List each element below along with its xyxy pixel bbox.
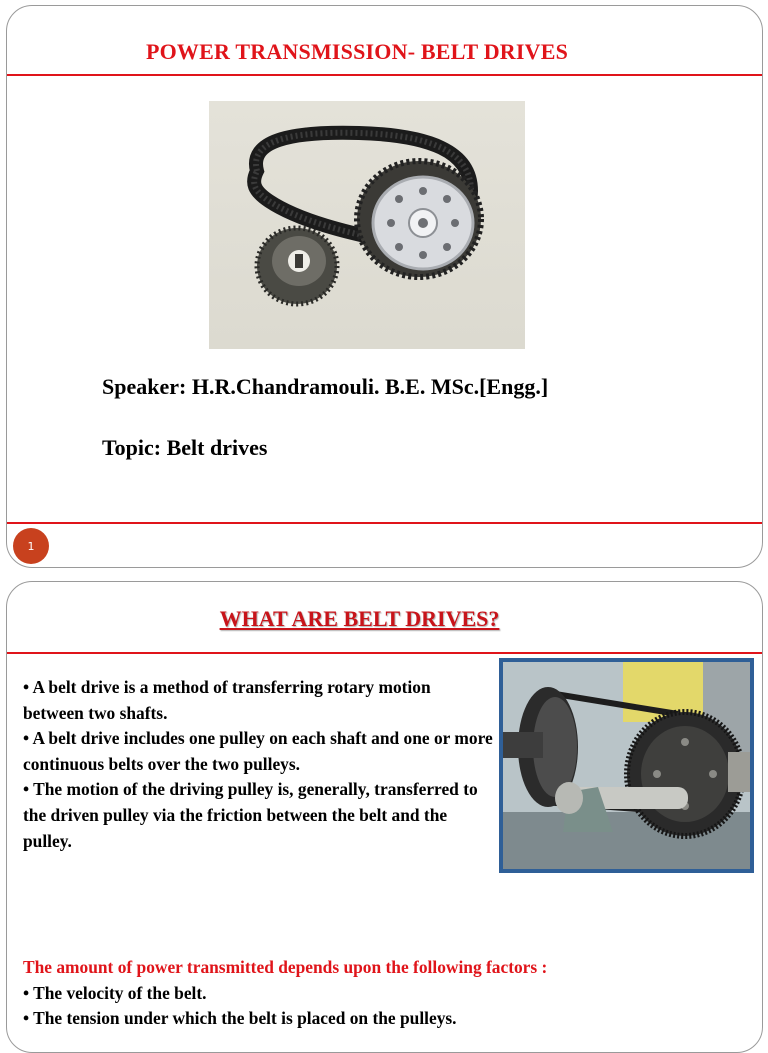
topic-line: Topic: Belt drives <box>102 435 268 460</box>
slide-2 <box>6 581 763 1053</box>
title-divider <box>6 652 763 654</box>
title-divider <box>6 74 763 76</box>
slide-1 <box>6 5 763 568</box>
belt-and-pulleys-photo <box>209 101 525 349</box>
speaker-line: Speaker: H.R.Chandramouli. B.E. MSc.[Engg.] <box>102 374 549 399</box>
footer-divider <box>6 522 763 524</box>
belt-drive-bullets <box>23 675 493 854</box>
bullet-item: • The motion of the driving pulley is, generally, transferred to the driven pulley via the friction between the belt and the pulley. <box>23 779 478 851</box>
bullet-item: • A belt drive is a method of transferring rotary motion between two shafts. <box>23 677 431 723</box>
machine-illustration <box>503 662 750 869</box>
belt-pulley-illustration <box>209 101 525 349</box>
slide-1-title: POWER TRANSMISSION- BELT DRIVES <box>145 39 569 64</box>
page-number-badge: 1 <box>13 528 49 564</box>
factor-item: • The velocity of the belt. <box>23 982 207 1003</box>
factors-heading: The amount of power transmitted depends upon the following factors : <box>23 957 548 977</box>
belt-drive-machine-photo <box>499 658 754 873</box>
factor-item: • The tension under which the belt is placed on the pulleys. <box>23 1008 457 1029</box>
bullet-item: • A belt drive includes one pulley on each shaft and one or more continuous belts over the two pulleys. <box>23 728 493 774</box>
power-factors <box>23 955 743 1032</box>
slide-2-title: WHAT ARE BELT DRIVES? <box>219 606 500 631</box>
